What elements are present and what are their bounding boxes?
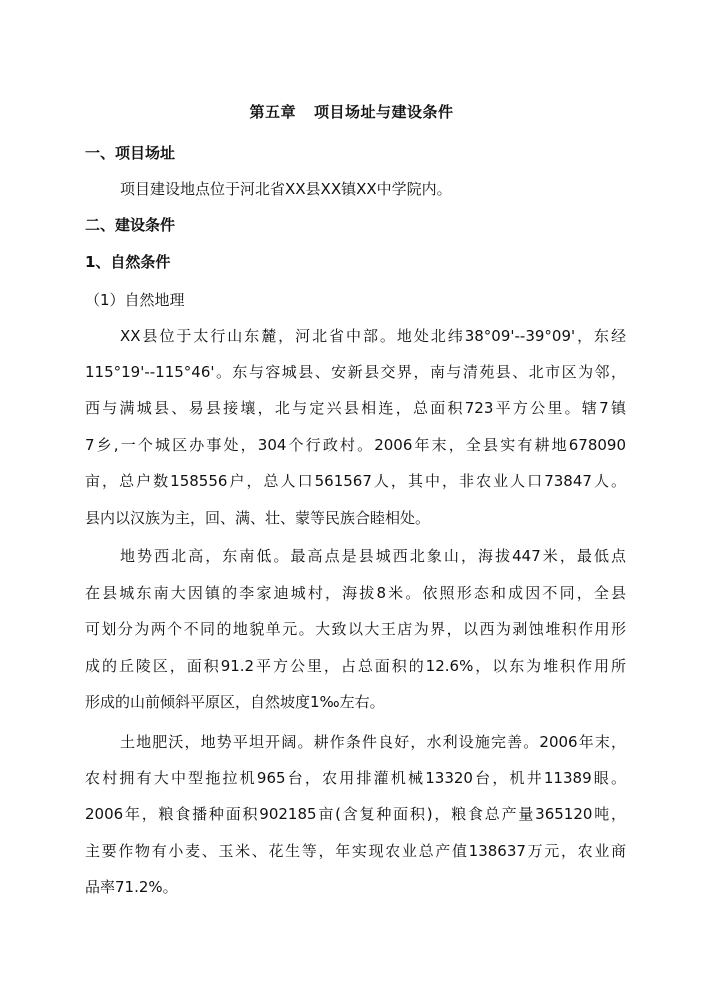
paragraph-line: 成的丘陵区，面积91.2平方公里，占总面积的12.6%，以东为堆积作用所	[85, 657, 626, 675]
paragraph-line: 主要作物有小麦、玉米、花生等，年实现农业总产值138637万元，农业商	[85, 842, 626, 860]
paragraph-line: 115°19'--115°46'。东与容城县、安新县交界，南与清苑县、北市区为邻，	[85, 363, 626, 381]
chapter-number: 第五章	[249, 103, 296, 121]
subsubsection-heading-geography: （1）自然地理	[85, 291, 185, 309]
paragraph-line: 形成的山前倾斜平原区，自然坡度1‰左右。	[85, 693, 385, 711]
paragraph-line: 2006年，粮食播种面积902185亩(含复种面积)，粮食总产量365120吨，	[85, 805, 626, 823]
site-location-text: 项目建设地点位于河北省XX县XX镇XX中学院内。	[120, 180, 452, 198]
paragraph-line: 可划分为两个不同的地貌单元。大致以大王店为界，以西为剥蚀堆积作用形	[85, 620, 626, 638]
paragraph-line: XX县位于太行山东麓，河北省中部。地处北纬38°09'--39°09'，东经	[120, 327, 626, 345]
paragraph-line: 品率71.2%。	[85, 878, 178, 896]
paragraph-line: 7乡,一个城区办事处，304个行政村。2006年末，全县实有耕地678090	[85, 436, 626, 454]
paragraph-line: 县内以汉族为主，回、满、壮、蒙等民族合睦相处。	[85, 509, 431, 527]
section-heading-site: 一、项目场址	[85, 144, 176, 162]
paragraph-line: 农村拥有大中型拖拉机965台，农用排灌机械13320台，机井11389眼。	[85, 769, 626, 787]
paragraph-line: 亩，总户数158556户，总人口561567人，其中，非农业人口73847人。	[85, 472, 626, 490]
paragraph-line: 土地肥沃，地势平坦开阔。耕作条件良好，水利设施完善。2006年末，	[120, 733, 626, 751]
chapter-title	[0, 101, 703, 122]
section-heading-conditions: 二、建设条件	[85, 216, 176, 234]
chapter-name: 项目场址与建设条件	[314, 103, 454, 121]
subsection-heading-natural: 1、自然条件	[85, 253, 171, 271]
paragraph-line: 在县城东南大因镇的李家迪城村，海拔8米。依照形态和成因不同，全县	[85, 584, 626, 602]
paragraph-line: 地势西北高，东南低。最高点是县城西北象山，海拔447米，最低点	[120, 547, 626, 565]
paragraph-line: 西与满城县、易县接壤，北与定兴县相连，总面积723平方公里。辖7镇	[85, 399, 626, 417]
